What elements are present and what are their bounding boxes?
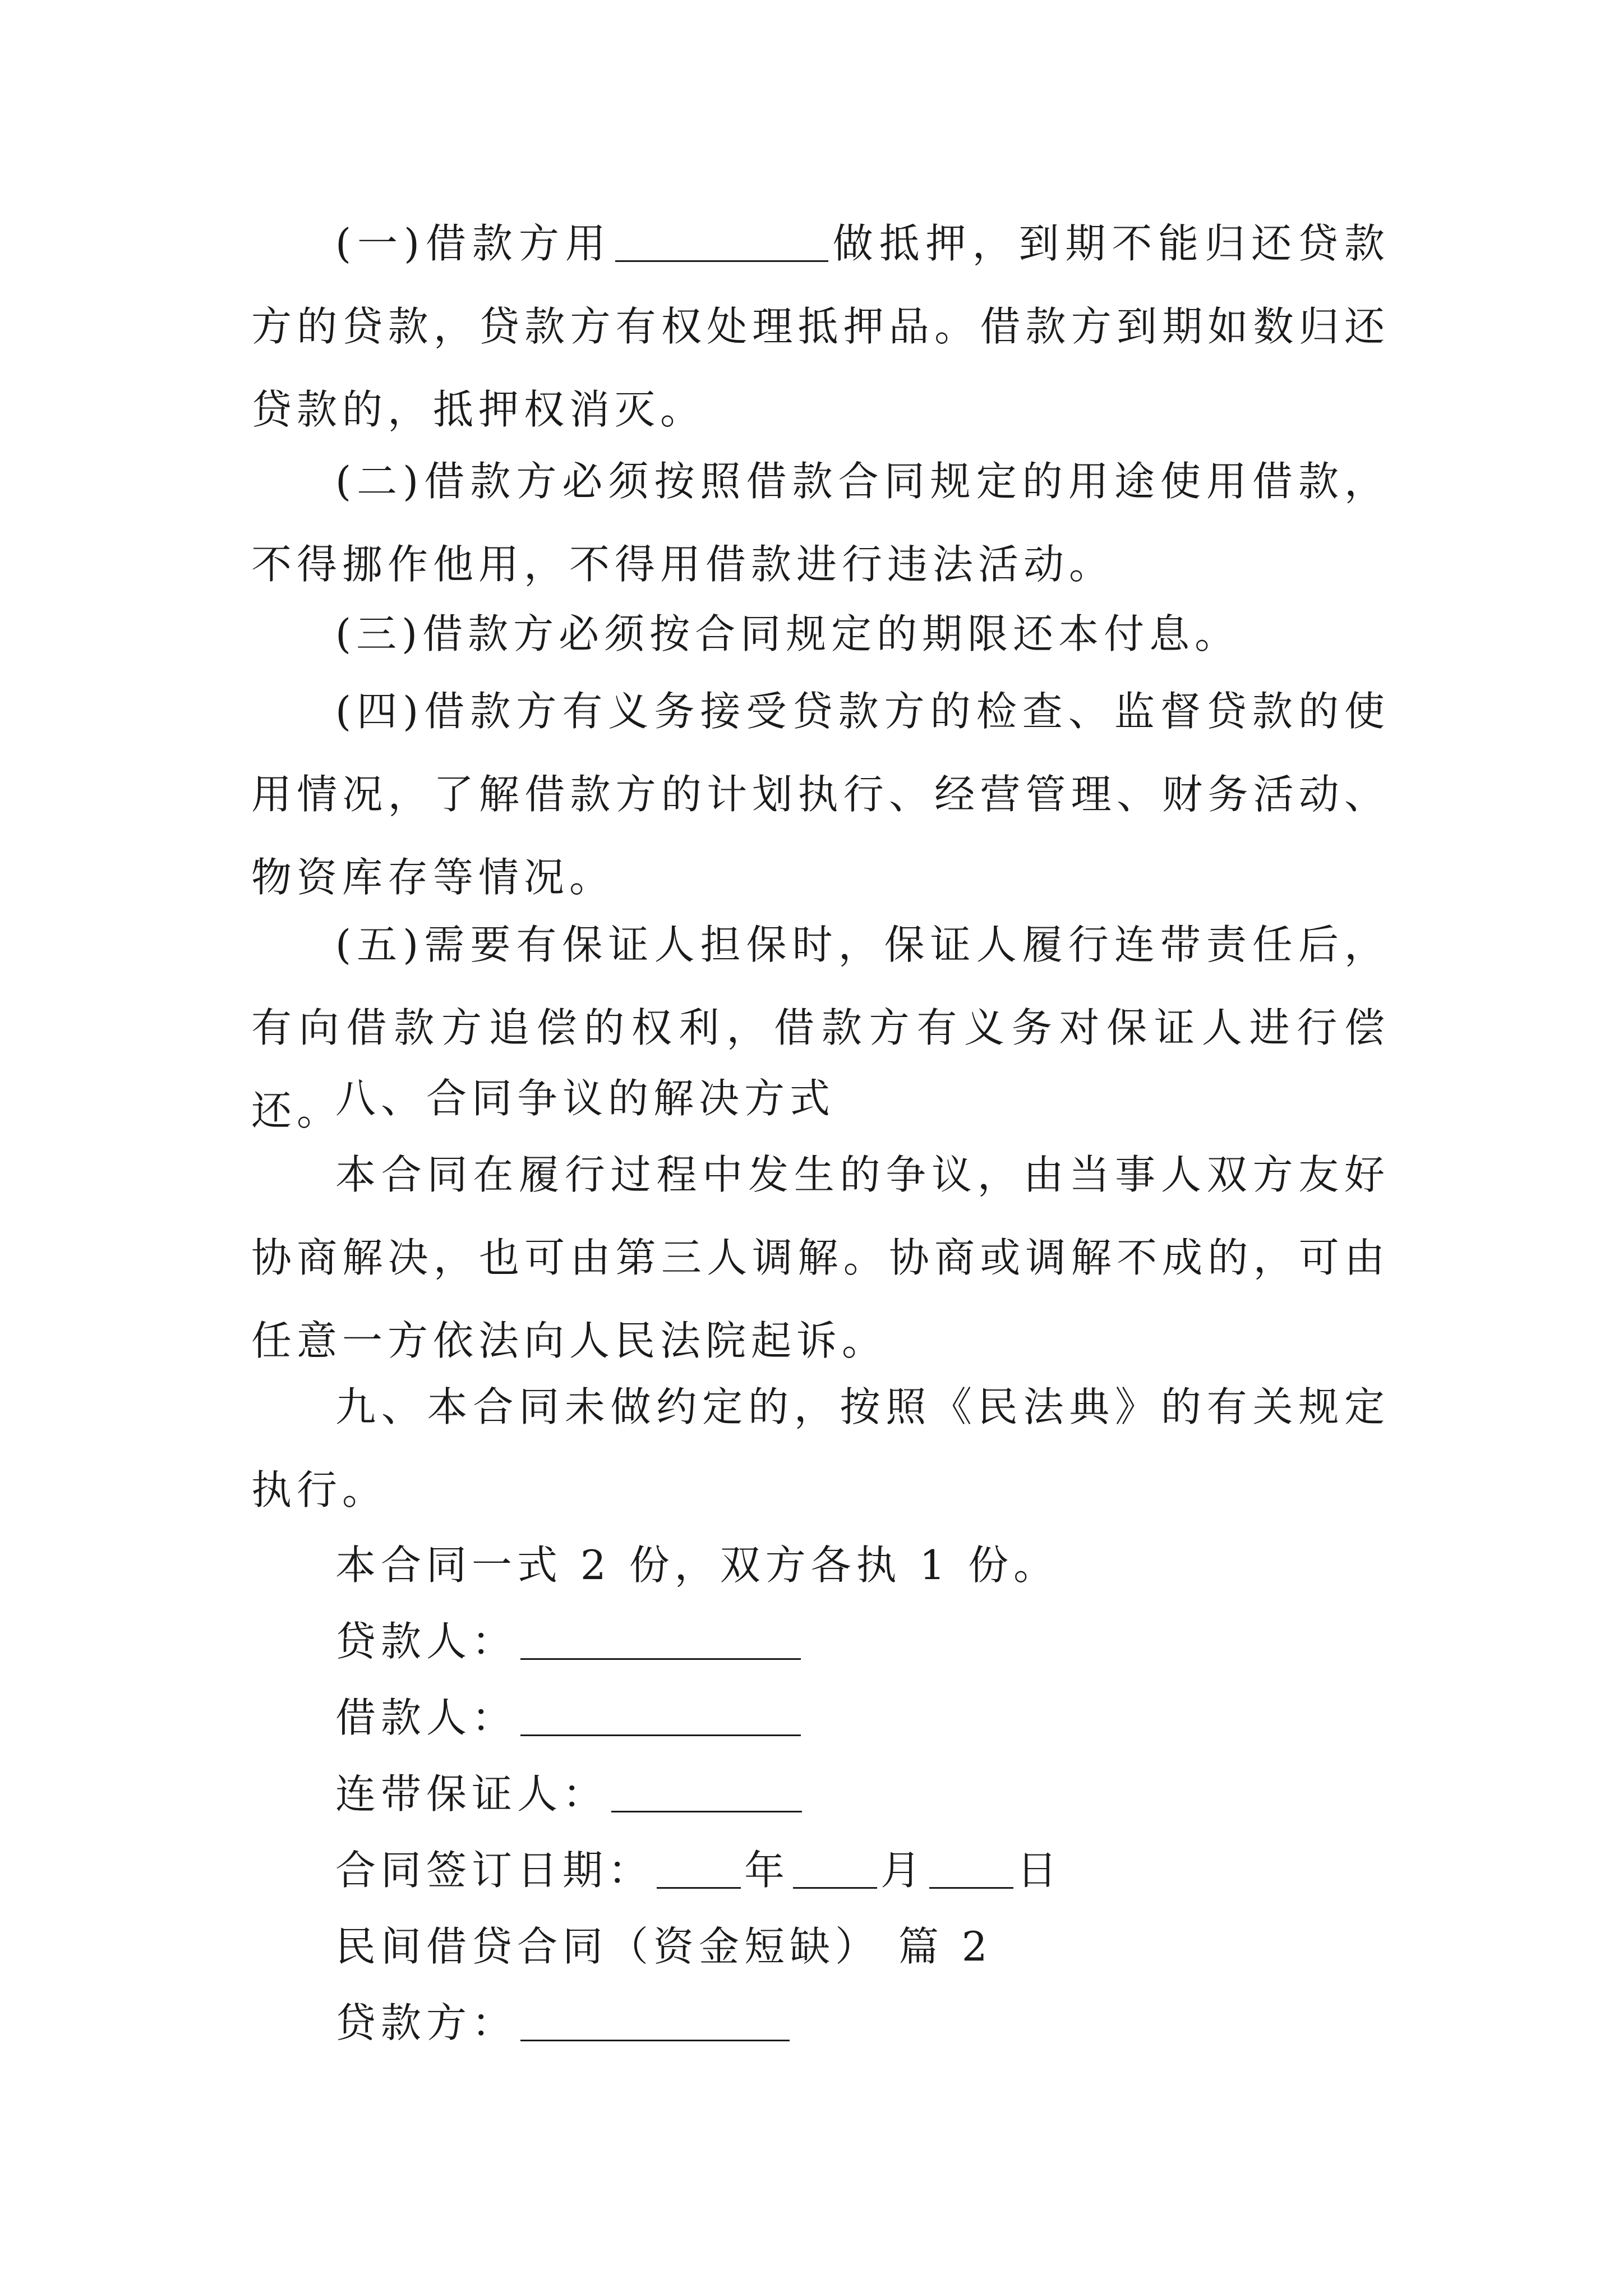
year-label: 年 xyxy=(744,1847,790,1894)
date-label: 合同签订日期： xyxy=(335,1847,654,1894)
section-9: 九、本合同未做约定的，按照《民法典》的有关规定执行。 xyxy=(251,1383,1390,1513)
clause-3: (三)借款方必须按合同规定的期限还本付息。 xyxy=(335,610,1241,657)
clause-1-lead: (一)借款方用 xyxy=(335,220,612,267)
section-8-heading: 八、合同争议的解决方式 xyxy=(335,1075,836,1122)
next-contract-title: 民间借贷合同（资金短缺） 篇 2 xyxy=(335,1923,993,1970)
year-blank xyxy=(657,1847,741,1889)
next-lender-line xyxy=(335,1981,793,2064)
month-label: 月 xyxy=(880,1847,926,1894)
guarantor-blank xyxy=(611,1770,802,1812)
clause-2: (二)借款方必须按照借款合同规定的用途使用借款，不得挪作他用，不得用借款进行违法活动。 xyxy=(251,458,1390,588)
section-8-body: 本合同在履行过程中发生的争议，由当事人双方友好协商解决，也可由第三人调解。协商或调解不成的，可由任意一方依法向人民法院起诉。 xyxy=(251,1151,1390,1364)
lender-label: 贷款人： xyxy=(335,1618,518,1665)
copies-statement: 本合同一式 2 份，双方各执 1 份。 xyxy=(335,1542,1059,1589)
collateral-blank xyxy=(615,220,828,262)
borrower-blank xyxy=(520,1694,801,1736)
signing-date-line xyxy=(335,1829,1062,1912)
month-blank xyxy=(793,1847,877,1889)
next-lender-blank xyxy=(520,1999,790,2041)
clause-1-body: 做抵押，到期不能归还贷款方的贷款，贷款方有权处理抵押品。借款方到期如数归还贷款的，抵押权消灭。 xyxy=(251,220,1390,433)
next-lender-label: 贷款方： xyxy=(335,1999,518,2046)
clause-4: (四)借款方有义务接受贷款方的检查、监督贷款的使用情况，了解借款方的计划执行、经营管理、财务活动、物资库存等情况。 xyxy=(251,688,1390,901)
clause-5: (五)需要有保证人担保时，保证人履行连带责任后，有向借款方追偿的权利，借款方有义务对保证人进行偿还。 xyxy=(251,921,1390,1134)
day-blank xyxy=(929,1847,1013,1889)
borrower-label: 借款人： xyxy=(335,1694,518,1741)
borrower-signature-line xyxy=(335,1676,804,1759)
guarantor-label: 连带保证人： xyxy=(335,1770,608,1818)
clause-1 xyxy=(251,202,1390,451)
lender-blank xyxy=(520,1618,801,1660)
guarantor-signature-line xyxy=(335,1752,805,1835)
lender-signature-line xyxy=(335,1600,804,1683)
day-label: 日 xyxy=(1017,1847,1063,1894)
